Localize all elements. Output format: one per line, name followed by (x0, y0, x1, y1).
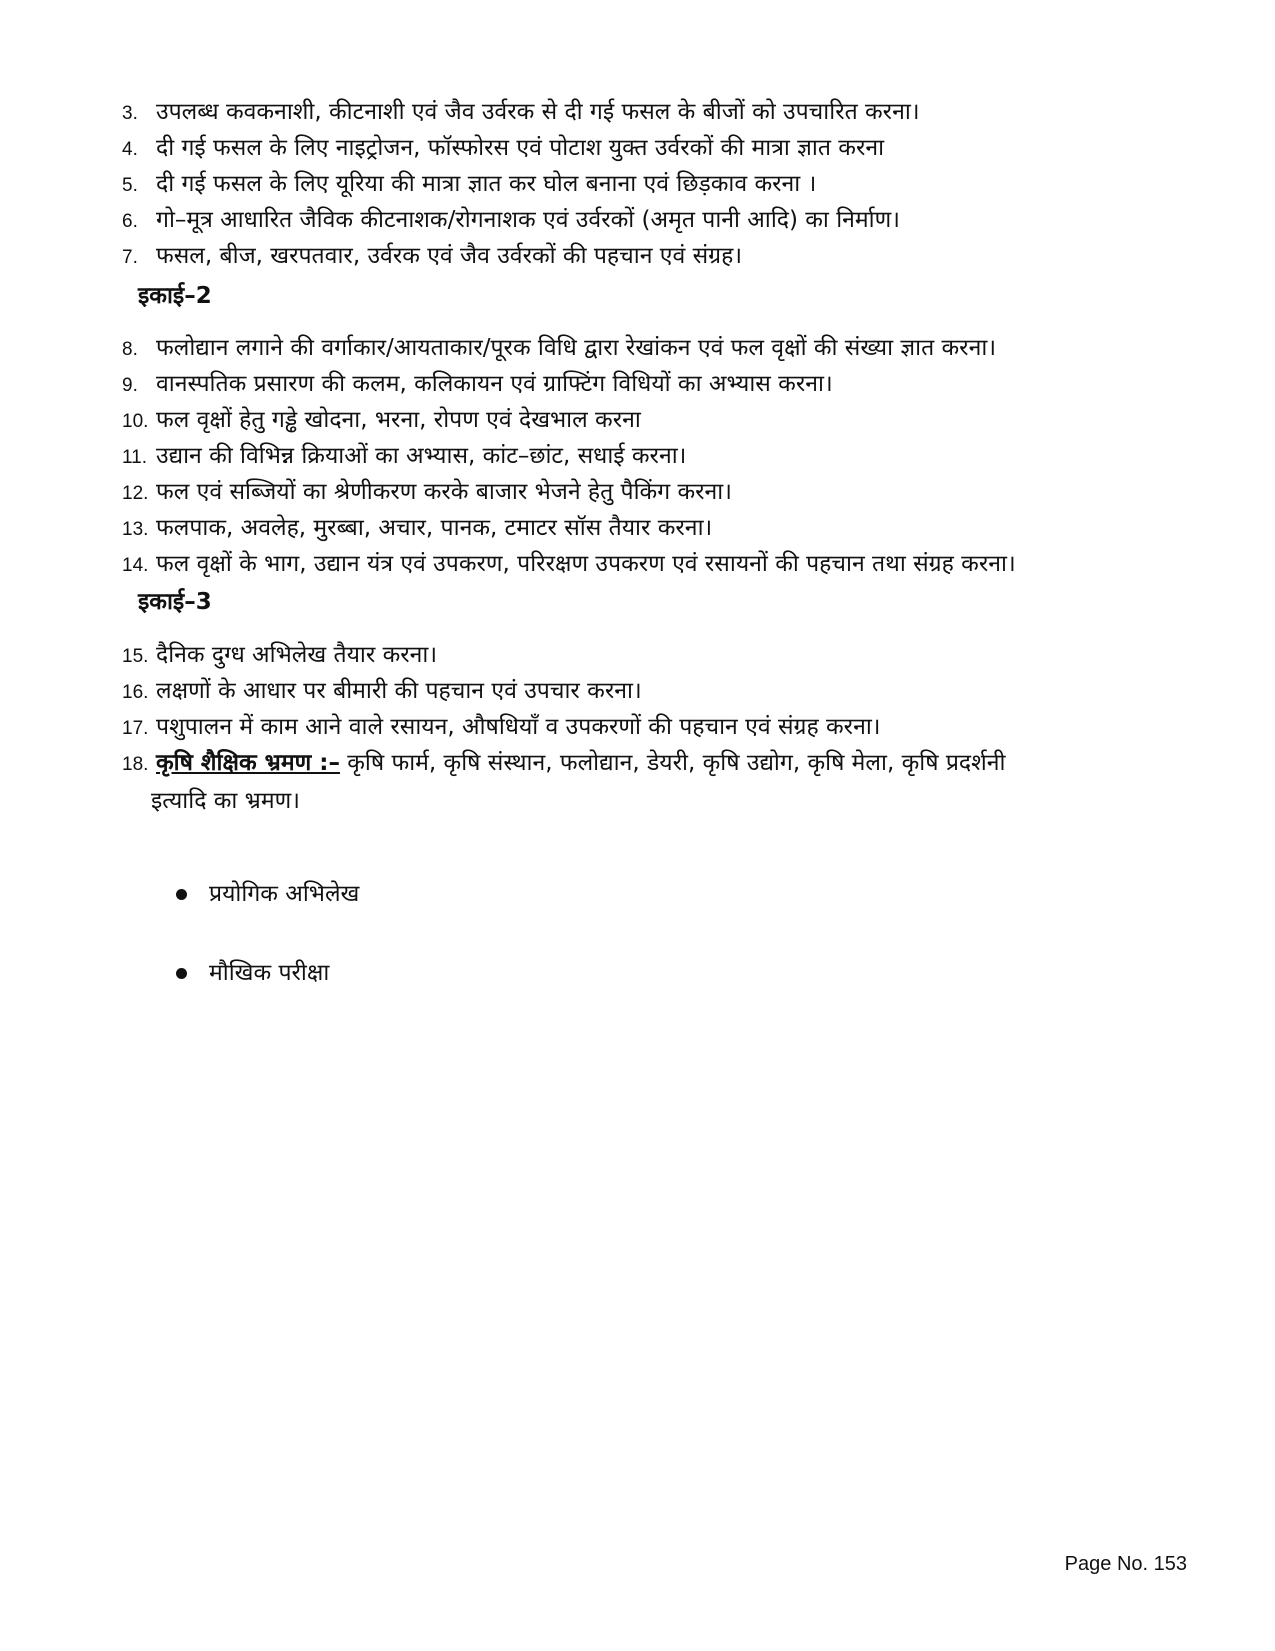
item-number: 17. (122, 718, 149, 739)
item-text: फसल, बीज, खरपतवार, उर्वरक एवं जैव उर्वरकों की पहचान एवं संग्रह। (156, 243, 743, 269)
list-item (122, 637, 1202, 675)
list-item (122, 474, 1202, 512)
tour-text: कृषि फार्म, कृषि संस्थान, फलोद्यान, डेयरी, कृषि उद्योग, कृषि मेला, कृषि प्रदर्शनी (339, 750, 1006, 776)
bullet-item (176, 955, 329, 992)
item-text: उद्यान की विभिन्न क्रियाओं का अभ्यास, कांट–छांट, सधाई करना। (156, 443, 687, 469)
bullet-text: मौखिक परीक्षा (209, 960, 330, 986)
item-text: फल एवं सब्जियों का श्रेणीकरण करके बाजार भेजने हेतु पैकिंग करना। (156, 479, 732, 505)
list-item (122, 166, 1202, 204)
unit-heading: इकाई–2 (138, 283, 212, 309)
list-item (122, 238, 1202, 276)
tour-label: कृषि शैक्षिक भ्रमण :– (156, 750, 340, 776)
list-item (122, 202, 1202, 240)
list-item (122, 546, 1202, 584)
list-item (122, 366, 1202, 404)
list-item-educational-tour (122, 745, 1202, 820)
item-text: फलोद्यान लगाने की वर्गाकार/आयताकार/पूरक विधि द्वारा रेखांकन एवं फल वृक्षों की संख्या ज्ञात करना। (156, 335, 997, 361)
item-number: 7. (122, 247, 138, 268)
list-item (122, 673, 1202, 711)
bullet-icon (176, 889, 187, 900)
item-text: लक्षणों के आधार पर बीमारी की पहचान एवं उपचार करना। (156, 678, 642, 704)
item-number: 16. (122, 682, 149, 703)
unit-heading: इकाई–3 (138, 589, 212, 615)
list-item (122, 438, 1202, 476)
list-item (122, 510, 1202, 548)
item-text: उपलब्ध कवकनाशी, कीटनाशी एवं जैव उर्वरक से दी गई फसल के बीजों को उपचारित करना। (156, 99, 920, 125)
item-text: पशुपालन में काम आने वाले रसायन, औषधियाँ व उपकरणों की पहचान एवं संग्रह करना। (156, 714, 881, 740)
list-item (122, 130, 1202, 168)
page-number: Page No. 153 (1064, 1553, 1187, 1575)
item-text: गो–मूत्र आधारित जैविक कीटनाशक/रोगनाशक एवं उर्वरकों (अमृत पानी आदि) का निर्माण। (156, 207, 900, 233)
item-text: दी गई फसल के लिए यूरिया की मात्रा ज्ञात कर घोल बनाना एवं छिड़काव करना । (156, 171, 817, 197)
item-text: फल वृक्षों हेतु गड्ढे खोदना, भरना, रोपण एवं देखभाल करना (156, 407, 641, 433)
item-text: दैनिक दुग्ध अभिलेख तैयार करना। (156, 642, 438, 668)
item-text: दी गई फसल के लिए नाइट्रोजन, फॉस्फोरस एवं पोटाश युक्त उर्वरकों की मात्रा ज्ञात करना (156, 135, 885, 161)
bullet-item (176, 876, 359, 913)
item-text: फलपाक, अवलेह, मुरब्बा, अचार, पानक, टमाटर सॉस तैयार करना। (156, 515, 713, 541)
bullet-icon (176, 968, 187, 979)
list-item (122, 330, 1202, 368)
item-number: 15. (122, 646, 149, 667)
item-number: 11. (122, 447, 148, 468)
item-number: 4. (122, 139, 138, 160)
tour-text-continued: इत्यादि का भ्रमण। (151, 788, 300, 814)
list-item (122, 402, 1202, 440)
list-item (122, 709, 1202, 747)
list-item (122, 94, 1202, 132)
item-number: 10. (122, 411, 149, 432)
bullet-text: प्रयोगिक अभिलेख (209, 881, 360, 907)
item-number: 3. (122, 103, 138, 124)
item-number: 18. (122, 754, 149, 775)
item-number: 6. (122, 211, 138, 232)
item-number: 14. (122, 555, 149, 576)
item-text: फल वृक्षों के भाग, उद्यान यंत्र एवं उपकरण, परिरक्षण उपकरण एवं रसायनों की पहचान तथा संग्रह करना। (156, 551, 1016, 577)
item-number: 8. (122, 339, 138, 360)
item-number: 13. (122, 519, 149, 540)
item-number: 12. (122, 483, 149, 504)
item-text: वानस्पतिक प्रसारण की कलम, कलिकायन एवं ग्राफ्टिंग विधियों का अभ्यास करना। (156, 371, 833, 397)
item-number: 9. (122, 375, 138, 396)
item-number: 5. (122, 175, 138, 196)
